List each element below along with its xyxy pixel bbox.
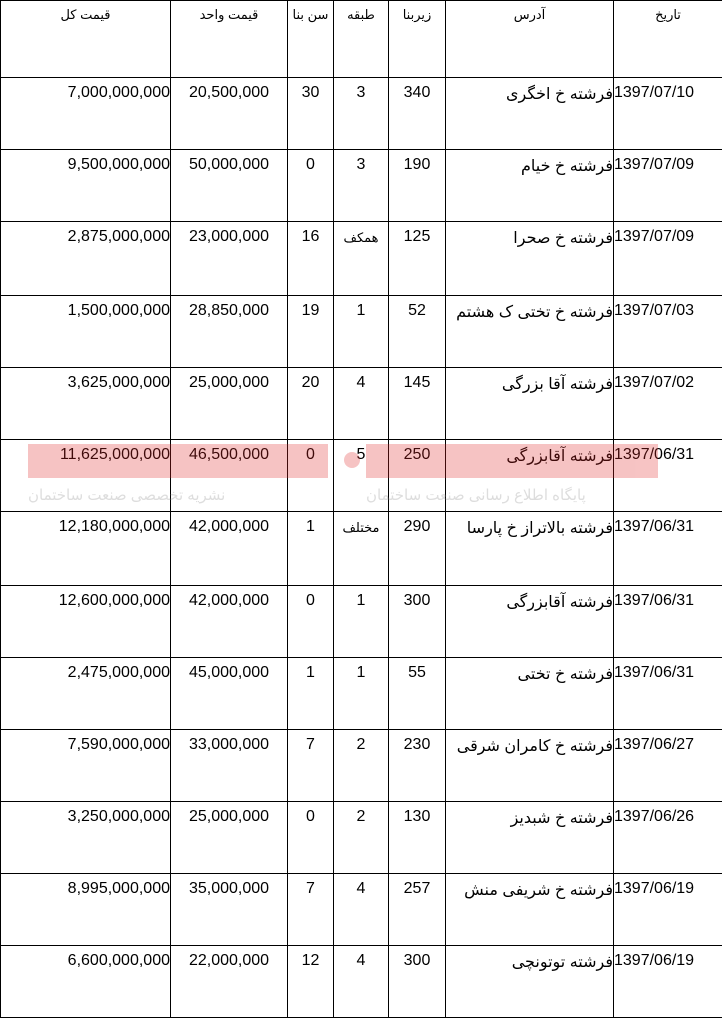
cell-area: 52 (389, 296, 446, 368)
cell-floor: مختلف (334, 512, 389, 586)
cell-floor: 1 (334, 658, 389, 730)
cell-date: 1397/06/19 (614, 946, 722, 1018)
cell-area: 300 (389, 946, 446, 1018)
cell-area: 340 (389, 78, 446, 150)
table-row (1, 78, 722, 150)
cell-age: 0 (288, 440, 334, 512)
cell-area: 257 (389, 874, 446, 946)
table-row (1, 874, 722, 946)
header-floor: طبقه (334, 1, 389, 78)
cell-unit-price: 25,000,000 (171, 368, 288, 440)
cell-age: 0 (288, 586, 334, 658)
cell-address: فرشته خ صحرا (446, 222, 614, 296)
table-row (1, 586, 722, 658)
header-area: زیربنا (389, 1, 446, 78)
cell-age: 0 (288, 802, 334, 874)
cell-area: 300 (389, 586, 446, 658)
cell-floor: 2 (334, 802, 389, 874)
cell-area: 55 (389, 658, 446, 730)
table-row (1, 440, 722, 512)
cell-unit-price: 45,000,000 (171, 658, 288, 730)
header-address: آدرس (446, 1, 614, 78)
cell-unit-price: 42,000,000 (171, 512, 288, 586)
cell-total-price: 9,500,000,000 (1, 150, 171, 222)
cell-floor: 1 (334, 586, 389, 658)
cell-unit-price: 50,000,000 (171, 150, 288, 222)
cell-unit-price: 35,000,000 (171, 874, 288, 946)
cell-address: فرشته خ شبدیز (446, 802, 614, 874)
cell-date: 1397/06/31 (614, 512, 722, 586)
cell-unit-price: 33,000,000 (171, 730, 288, 802)
cell-age: 1 (288, 512, 334, 586)
cell-age: 7 (288, 730, 334, 802)
cell-floor: 3 (334, 78, 389, 150)
table-row (1, 658, 722, 730)
table-row (1, 730, 722, 802)
table-row (1, 296, 722, 368)
watermark-subtitle-right: پایگاه اطلاع رسانی صنعت ساختمان (366, 486, 586, 504)
table-row (1, 368, 722, 440)
table-row (1, 150, 722, 222)
cell-total-price: 6,600,000,000 (1, 946, 171, 1018)
cell-floor: همکف (334, 222, 389, 296)
cell-total-price: 12,600,000,000 (1, 586, 171, 658)
cell-unit-price: 25,000,000 (171, 802, 288, 874)
cell-age: 12 (288, 946, 334, 1018)
cell-area: 230 (389, 730, 446, 802)
cell-total-price: 8,995,000,000 (1, 874, 171, 946)
cell-total-price: 7,590,000,000 (1, 730, 171, 802)
cell-floor: 4 (334, 946, 389, 1018)
cell-total-price: 11,625,000,000 (1, 440, 171, 512)
cell-floor: 2 (334, 730, 389, 802)
watermark-subtitle-left: نشریه تخصصی صنعت ساختمان (28, 486, 225, 504)
cell-area: 250 (389, 440, 446, 512)
cell-date: 1397/06/31 (614, 440, 722, 512)
cell-area: 130 (389, 802, 446, 874)
cell-date: 1397/07/03 (614, 296, 722, 368)
cell-age: 19 (288, 296, 334, 368)
cell-age: 0 (288, 150, 334, 222)
cell-floor: 1 (334, 296, 389, 368)
cell-date: 1397/07/09 (614, 150, 722, 222)
cell-date: 1397/06/31 (614, 586, 722, 658)
cell-date: 1397/07/10 (614, 78, 722, 150)
cell-total-price: 12,180,000,000 (1, 512, 171, 586)
cell-unit-price: 23,000,000 (171, 222, 288, 296)
cell-address: فرشته خ تختی ک هشتم (446, 296, 614, 368)
cell-age: 1 (288, 658, 334, 730)
cell-floor: 5 (334, 440, 389, 512)
cell-age: 20 (288, 368, 334, 440)
cell-address: فرشته آقا بزرگی (446, 368, 614, 440)
table-row (1, 802, 722, 874)
cell-address: فرشته آقابزرگی (446, 586, 614, 658)
cell-area: 190 (389, 150, 446, 222)
cell-date: 1397/06/26 (614, 802, 722, 874)
cell-age: 30 (288, 78, 334, 150)
cell-address: فرشته توتونچی (446, 946, 614, 1018)
table-row (1, 512, 722, 586)
cell-total-price: 1,500,000,000 (1, 296, 171, 368)
cell-unit-price: 20,500,000 (171, 78, 288, 150)
cell-floor: 3 (334, 150, 389, 222)
header-total-price: قیمت کل (1, 1, 171, 78)
cell-date: 1397/06/27 (614, 730, 722, 802)
cell-area: 145 (389, 368, 446, 440)
cell-address: فرشته خ اخگری (446, 78, 614, 150)
cell-total-price: 2,475,000,000 (1, 658, 171, 730)
cell-address: فرشته خ شریفی منش (446, 874, 614, 946)
header-row (1, 1, 722, 78)
header-date: تاریخ (614, 1, 722, 78)
table-row (1, 946, 722, 1018)
cell-date: 1397/06/19 (614, 874, 722, 946)
cell-floor: 4 (334, 874, 389, 946)
cell-total-price: 2,875,000,000 (1, 222, 171, 296)
cell-total-price: 3,625,000,000 (1, 368, 171, 440)
cell-address: فرشته خ خیام (446, 150, 614, 222)
cell-date: 1397/06/31 (614, 658, 722, 730)
table-row (1, 222, 722, 296)
cell-total-price: 7,000,000,000 (1, 78, 171, 150)
cell-age: 7 (288, 874, 334, 946)
cell-unit-price: 22,000,000 (171, 946, 288, 1018)
cell-area: 125 (389, 222, 446, 296)
cell-date: 1397/07/09 (614, 222, 722, 296)
cell-date: 1397/07/02 (614, 368, 722, 440)
table-body (1, 78, 722, 1018)
cell-address: فرشته بالاتراز خ پارسا (446, 512, 614, 586)
header-unit-price: قیمت واحد (171, 1, 288, 78)
cell-total-price: 3,250,000,000 (1, 802, 171, 874)
cell-address: فرشته خ تختی (446, 658, 614, 730)
cell-unit-price: 42,000,000 (171, 586, 288, 658)
cell-address: فرشته خ کامران شرقی (446, 730, 614, 802)
cell-area: 290 (389, 512, 446, 586)
header-age: سن بنا (288, 1, 334, 78)
cell-unit-price: 46,500,000 (171, 440, 288, 512)
cell-address: فرشته آقابزرگی (446, 440, 614, 512)
cell-age: 16 (288, 222, 334, 296)
cell-floor: 4 (334, 368, 389, 440)
cell-unit-price: 28,850,000 (171, 296, 288, 368)
